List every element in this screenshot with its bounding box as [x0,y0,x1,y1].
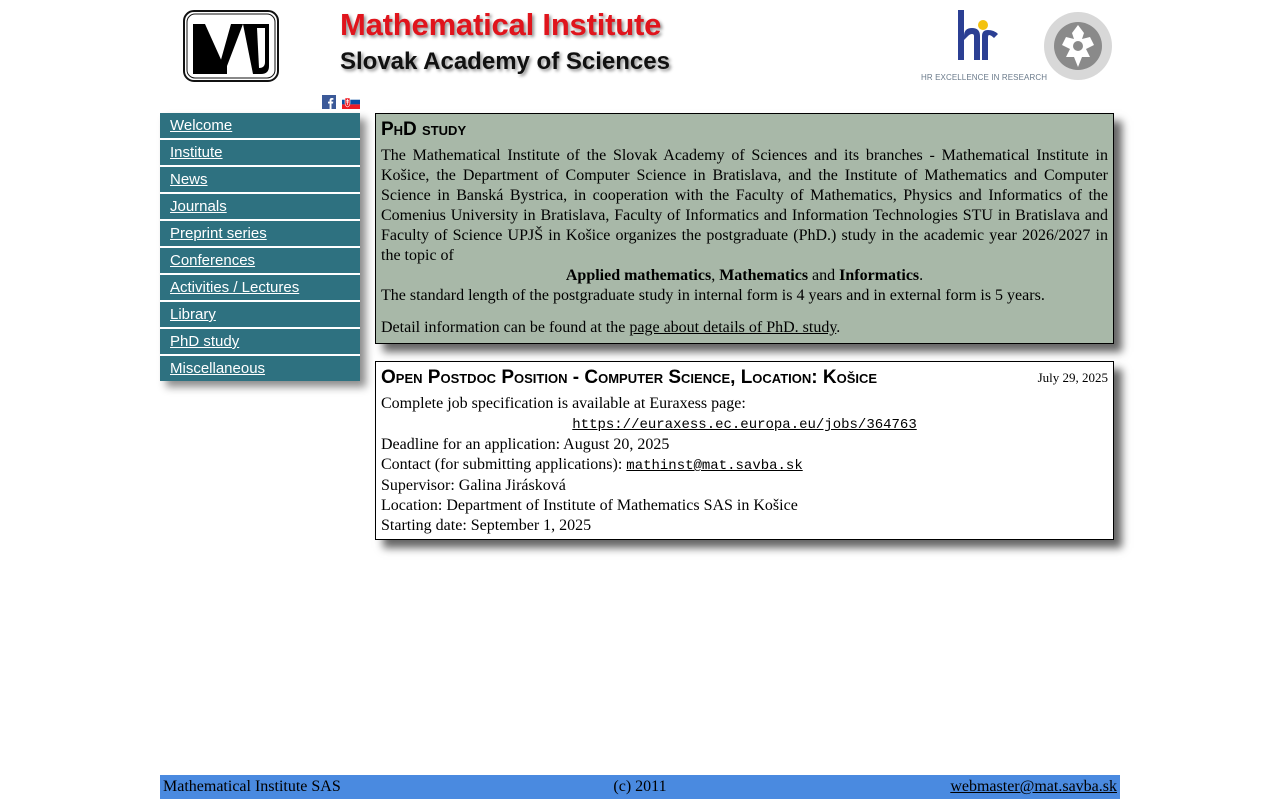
page-footer [160,775,1120,799]
menu-item-activities-lectures[interactable]: Activities / Lectures [160,275,360,302]
detail-prefix: Detail information can be found at the [381,319,630,336]
spec-text: Complete job specification is available at Euraxess page: [381,395,746,412]
phd-length: The standard length of the postgraduate study in internal form is 4 years and in external form is 5 years. [381,287,1045,304]
contact-line [381,455,1108,476]
institute-logo[interactable] [183,10,279,82]
site-title: Mathematical Institute [340,7,662,42]
menu-item-conferences[interactable]: Conferences [160,248,360,275]
footer-institute-name: Mathematical Institute SAS [163,778,341,795]
topic-separator: , [711,267,720,284]
topic-separator: and [808,267,840,284]
postdoc-heading: Open Postdoc Position - Computer Science, Location: Košice [381,367,878,388]
phd-details-link[interactable]: page about details of PhD. study [629,319,837,336]
news-date: July 29, 2025 [1037,370,1108,385]
slovak-flag-icon[interactable] [342,95,360,109]
menu-item-welcome[interactable]: Welcome [160,113,360,140]
start-date-text: Starting date: September 1, 2025 [381,517,592,534]
phd-intro: The Mathematical Institute of the Slovak Academy of Sciences and its branches - Mathematical Institute in Košice, the Department of Computer Science in Bratislava, and the Institute of Mathematics and Computer Science in Banská Bystrica, in cooperation with the Faculty of Mathematics, Physics and Informatics of the Comenius University in Bratislava, Faculty of Informatics and Information Technologies STU in Bratislava and Faculty of Science UPJŠ in Košice organizes the postgraduate (PhD.) study in the academic year 2026/2027 in the topic of [381,147,1108,264]
menu-item-phd-study[interactable]: PhD study [160,329,360,356]
contact-prefix: Contact (for submitting applications): [381,456,627,473]
footer-webmaster-link[interactable]: webmaster@mat.savba.sk [950,778,1117,795]
footer-copyright: (c) 2011 [613,778,667,795]
topic-applied-mathematics: Applied mathematics [565,267,712,284]
menu-item-preprint-series[interactable]: Preprint series [160,221,360,248]
facebook-icon[interactable] [322,95,336,109]
detail-suffix: . [836,319,841,336]
location-text: Location: Department of Institute of Mathematics SAS in Košice [381,497,798,514]
contact-email-link[interactable]: mathinst@mat.savba.sk [626,458,803,474]
menu-item-library[interactable]: Library [160,302,360,329]
menu-item-miscellaneous[interactable]: Miscellaneous [160,356,360,381]
topic-separator: . [919,267,924,284]
topic-mathematics: Mathematics [719,267,809,284]
hr-excellence-text: HR EXCELLENCE IN RESEARCH [921,73,1048,82]
euraxess-link[interactable]: https://euraxess.ec.europa.eu/jobs/364763 [572,417,917,433]
language-bar [322,95,360,109]
menu-item-institute[interactable]: Institute [160,140,360,167]
main-menu [160,113,360,381]
postdoc-news-box [375,361,1114,540]
phd-topics [381,266,1108,286]
supervisor-text: Supervisor: Galina Jirásková [381,477,566,494]
menu-item-journals[interactable]: Journals [160,194,360,221]
site-subtitle: Slovak Academy of Sciences [340,48,670,75]
phd-heading: PhD study [381,119,467,140]
phd-detail [381,318,1108,338]
topic-informatics: Informatics [839,267,920,284]
phd-study-box [375,113,1114,344]
menu-item-news[interactable]: News [160,167,360,194]
deadline-text: Deadline for an application: August 20, 2025 [381,436,670,453]
sas-seal-icon[interactable] [1042,11,1114,81]
